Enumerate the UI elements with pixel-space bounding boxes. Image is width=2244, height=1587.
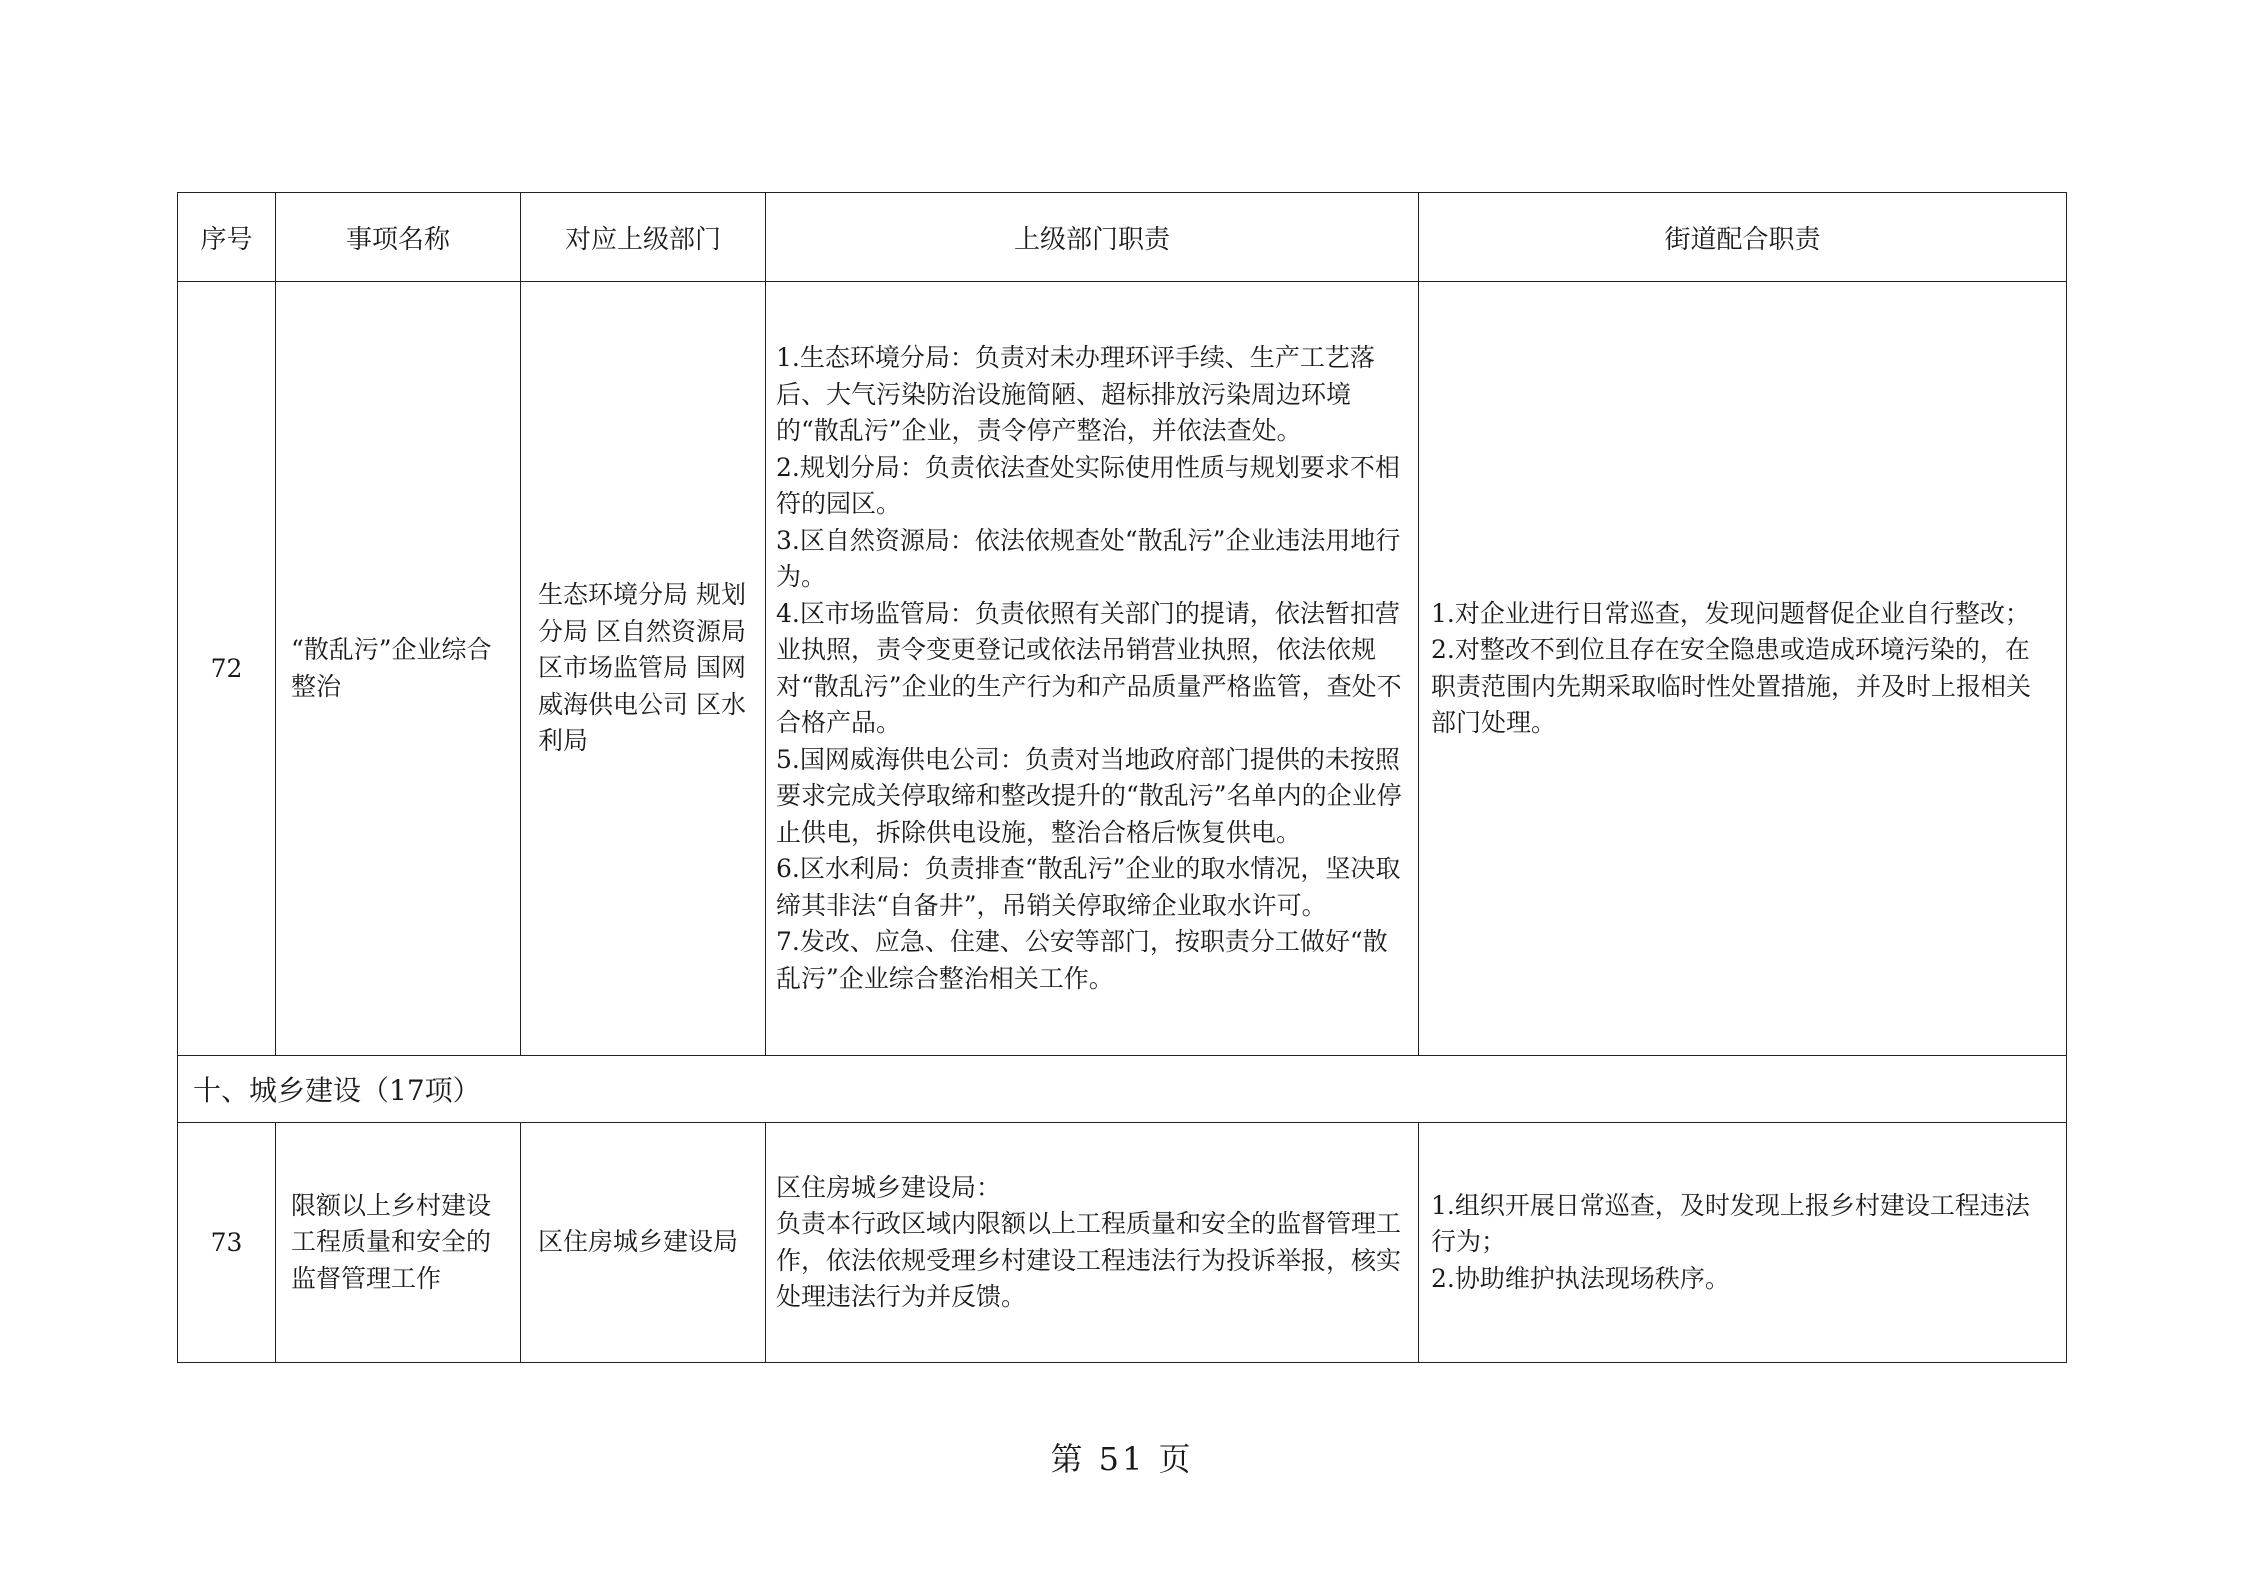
- header-street-cooperation: 街道配合职责: [1419, 193, 2067, 282]
- section-title: 十、城乡建设（17项）: [178, 1056, 2067, 1123]
- duty-item: 1.生态环境分局：负责对未办理环评手续、生产工艺落后、大气污染防治设施简陋、超标排放污染周边环境的“散乱污”企业，责令停产整治，并依法查处。: [776, 343, 1375, 445]
- cooperation-item: 1.组织开展日常巡查，及时发现上报乡村建设工程违法行为；: [1431, 1190, 2030, 1257]
- header-number: 序号: [178, 193, 276, 282]
- cooperation-item: 2.对整改不到位且存在安全隐患或造成环境污染的，在职责范围内先期采取临时性处置措施，并及时上报相关部门处理。: [1431, 635, 2032, 737]
- header-item-name: 事项名称: [276, 193, 521, 282]
- duty-item: 4.区市场监管局：负责依照有关部门的提请，依法暂扣营业执照，责令变更登记或依法吊销营业执照，依法依规对“散乱污”企业的生产行为和产品质量严格监管，查处不合格产品。: [776, 598, 1402, 737]
- department-list: 区住房城乡建设局: [521, 1123, 766, 1363]
- item-name: 限额以上乡村建设工程质量和安全的监督管理工作: [276, 1123, 521, 1363]
- duty-item: 区住房城乡建设局：: [776, 1172, 1002, 1202]
- street-cooperation: [1419, 282, 2067, 1056]
- section-row: [178, 1056, 2067, 1123]
- duty-item: 6.区水利局：负责排查“散乱污”企业的取水情况，坚决取缔其非法“自备井”，吊销关停取缔企业取水许可。: [776, 854, 1401, 920]
- page-number: 第 51 页: [1050, 1440, 1194, 1478]
- row-number: 73: [178, 1123, 276, 1363]
- cooperation-item: 1.对企业进行日常巡查，发现问题督促企业自行整改；: [1431, 598, 2030, 628]
- department-duties: [766, 1123, 1419, 1363]
- duty-item: 2.规划分局：负责依法查处实际使用性质与规划要求不相符的园区。: [776, 452, 1400, 518]
- header-department: 对应上级部门: [521, 193, 766, 282]
- responsibility-table: [177, 192, 2067, 1363]
- table-header-row: [178, 193, 2067, 282]
- duty-item: 5.国网威海供电公司：负责对当地政府部门提供的未按照要求完成关停取缔和整改提升的“散乱污”名单内的企业停止供电，拆除供电设施，整治合格后恢复供电。: [776, 744, 1402, 847]
- table-row-72: [178, 282, 2067, 1056]
- header-department-duties: 上级部门职责: [766, 193, 1419, 282]
- department-duties: [766, 282, 1419, 1056]
- department-list: 生态环境分局 规划分局 区自然资源局 区市场监管局 国网威海供电公司 区水利局: [521, 282, 766, 1056]
- cooperation-item: 2.协助维护执法现场秩序。: [1431, 1263, 1730, 1293]
- duty-item: 3.区自然资源局：依法依规查处“散乱污”企业违法用地行为。: [776, 525, 1401, 591]
- item-name: “散乱污”企业综合整治: [276, 282, 521, 1056]
- table-row-73: [178, 1123, 2067, 1363]
- row-number: 72: [178, 282, 276, 1056]
- duty-item: 7.发改、应急、住建、公安等部门，按职责分工做好“散乱污”企业综合整治相关工作。: [776, 927, 1388, 993]
- duty-item: 负责本行政区域内限额以上工程质量和安全的监督管理工作，依法依规受理乡村建设工程违法行为投诉举报，核实处理违法行为并反馈。: [776, 1209, 1402, 1311]
- street-cooperation: [1419, 1123, 2067, 1363]
